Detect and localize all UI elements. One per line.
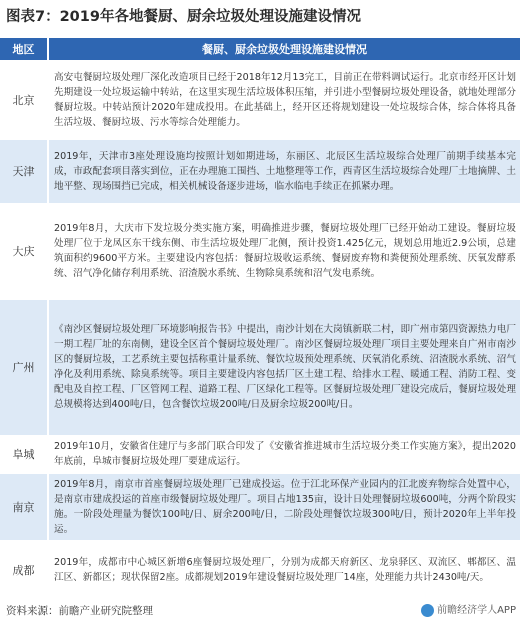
row-city: 阜城 bbox=[0, 435, 48, 473]
row-desc: 《南沙区餐厨垃圾处理厂环境影响报告书》中提出，南沙计划在大岗镇新联二村，即广州市第四资源热力电厂一期工程厂址的东南侧，建设全区首个餐厨垃圾处理厂。南沙区餐厨垃圾处理厂项目主要处理来自广州市南沙区的餐厨垃圾，工艺系统主要包括称重计量系统、餐饮垃圾预处理系统、厌氧消化系统、沼渣脱水系统、沼气净化及利用系统、除臭系统等。项目主要建设内容包括厂区土建工程、给排水工程、暖通工程、消防工程、变配电及自控工程、厂区管网工程、道路工程、厂区绿化工程等。区餐厨垃圾处理厂建设完成后，餐厨垃圾处理总规模将达到400吨/日，包含餐饮垃圾200吨/日及厨余垃圾200吨/日。 bbox=[48, 299, 520, 435]
row-desc: 高安屯餐厨垃圾处理厂深化改造项目已经于2018年12月13完工，目前正在带料调试运行。北京市经开区计划先期建设一处垃圾运输中转站，在这里实现生活垃圾体积压缩，并引进小型餐厨垃圾处理设备，就地处理部分餐厨垃圾。中转站预计2020年建成投用。在此基础上，经开区还将规划建设一处垃圾综合体，综合体将具备生活垃圾、餐厨垃圾、污水等综合处理能力。 bbox=[48, 60, 520, 139]
brand-name: 前瞻经济学人APP bbox=[437, 605, 516, 616]
header-desc: 餐厨、厨余垃圾处理设施建设情况 bbox=[48, 38, 520, 60]
table-row bbox=[0, 203, 520, 299]
table-header-row bbox=[0, 38, 520, 60]
row-city: 北京 bbox=[0, 60, 48, 139]
brand-logo-icon bbox=[421, 604, 434, 617]
row-city: 成都 bbox=[0, 540, 48, 599]
source-note: 资料来源：前瞻产业研究院整理 bbox=[6, 605, 153, 617]
table-row bbox=[0, 139, 520, 203]
chart-title: 图表7：2019年各地餐厨、厨余垃圾处理设施建设情况 bbox=[6, 9, 361, 25]
row-desc: 2019年8月，大庆市下发垃圾分类实施方案，明确推进步骤，餐厨垃圾处理厂已经开始动工建设。餐厨垃圾处理厂位于龙凤区东干线东侧、市生活垃圾处理厂北侧，预计投资1.425亿元，规划总用地近2.9公顷，总建筑面积约9600平方米。主要建设内容包括：餐厨垃圾收运系统、餐厨废弃物和粪便预处理系统、厌氧发酵系统、沼气净化储存利用系统、沼渣脱水系统、生物除臭系统和沼气发电系统。 bbox=[48, 203, 520, 299]
row-desc: 2019年8月，南京市首座餐厨垃圾处理厂已建成投运。位于江北环保产业园内的江北废弃物综合处置中心，是南京市建成投运的首座市级餐厨垃圾处理厂。项目占地135亩，设计日处理餐厨垃圾600吨，分两个阶段实施。一阶段处理量为餐饮100吨/日、厨余200吨/日，二阶段处理餐饮垃圾300吨/日，预计2020年上半年投运。 bbox=[48, 473, 520, 540]
row-city: 大庆 bbox=[0, 203, 48, 299]
row-desc: 2019年，天津市3座处理设施均按照计划如期进场，东丽区、北辰区生活垃圾综合处理厂前期手续基本完成，市政配套项目落实到位，正在办理施工围挡、土地整理等工作，西青区生活垃圾综合处理厂土地摘牌、土地平整、现场围挡已完成，相关机械设备逐步进场，临水临电手续正在抓紧办理。 bbox=[48, 139, 520, 203]
table-row bbox=[0, 60, 520, 139]
header-city: 地区 bbox=[0, 38, 48, 60]
table-row bbox=[0, 473, 520, 540]
row-desc: 2019年，成都市中心城区新增6座餐厨垃圾处理厂，分别为成都天府新区、龙泉驿区、双流区、郫都区、温江区、新都区；现状保留2座。成都规划2019年建设餐厨垃圾处理厂14座，处理能力共计2430吨/天。 bbox=[48, 540, 520, 599]
row-city: 南京 bbox=[0, 473, 48, 540]
table-row bbox=[0, 540, 520, 599]
brand-watermark bbox=[421, 601, 516, 621]
row-city: 天津 bbox=[0, 139, 48, 203]
facilities-table bbox=[0, 38, 520, 600]
row-city: 广州 bbox=[0, 299, 48, 435]
table-row bbox=[0, 299, 520, 435]
row-desc: 2019年10月，安徽省住建厅与多部门联合印发了《安徽省推进城市生活垃圾分类工作实施方案》，提出2020年底前，阜城市餐厨垃圾处理厂要建成运行。 bbox=[48, 435, 520, 473]
table-row bbox=[0, 435, 520, 473]
